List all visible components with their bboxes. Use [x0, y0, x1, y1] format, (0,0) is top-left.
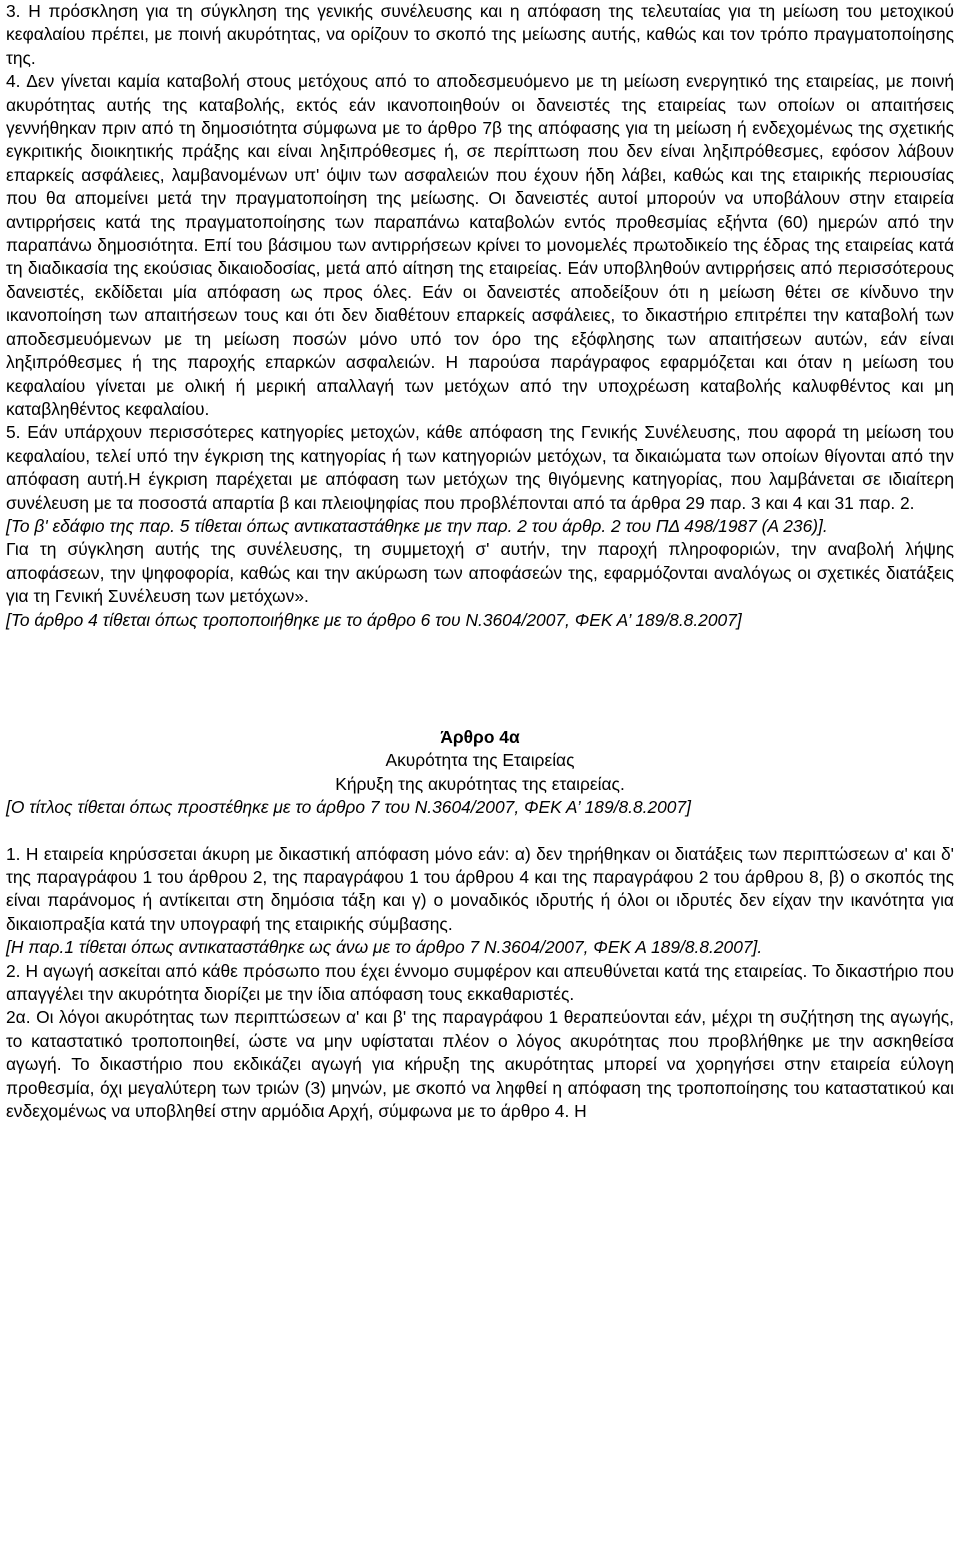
section-spacer-small — [6, 820, 954, 843]
paragraph-5: 5. Εάν υπάρχουν περισσότερες κατηγορίες μετοχών, κάθε απόφαση της Γενικής Συνέλευσης, που αφορά τη μείωση του κεφαλαίου, τελεί υπό την έγκριση της κατηγορίας ή των κατηγοριών μετόχων, τα δικαιώματα των οποίων θίγονται από την απόφαση αυτή.Η έγκριση παρέχεται με απόφαση των μετόχων της θιγόμενης κατηγορίας, που λαμβάνεται σε ιδιαίτερη συνέλευση με τα ποσοστά απαρτία β και πλειοψηφίας που προβλέπονται από τα άρθρα 29 παρ. 3 και 4 και 31 παρ. 2. — [6, 422, 954, 513]
document-page — [6, 0, 954, 1123]
amendment-note-par1: [Η παρ.1 τίθεται όπως αντικαταστάθηκε ως άνω με το άρθρο 7 Ν.3604/2007, ΦΕΚ Α 189/8.8.2007]. — [6, 937, 763, 958]
paragraph-4: 4. Δεν γίνεται καμία καταβολή στους μετόχους από το αποδεσμευόμενο με τη μείωση ενεργητικό της εταιρείας, με ποινή ακυρότητας αυτής της καταβολής, εκτός εάν ικανοποιηθούν οι δανειστές της εταιρείας των οποίων οι απαιτήσεις γεννήθηκαν πριν από τη δημοσιότητα σύμφωνα με το άρθρο 7β της απόφασης για τη μείωση ή ενδεχομένως της σχετικής εγκριτικής διοικητικής πράξης και είναι ληξιπρόθεσμες ή, σε περίπτωση που δεν είναι ληξιπρόθεσμες, εφόσον λάβουν επαρκείς ασφάλειες, λαμβανομένων υπ' όψιν των ασφαλειών που έχουν ήδη λάβει, καθώς και της εταιρικής περιουσίας που θα απομείνει μετά την πραγματοποίηση της μείωσης. Οι δανειστές αυτοί μπορούν να υποβάλουν στην εταιρεία αντιρρήσεις κατά της πραγματοποίησης των παραπάνω καταβολών εντός προθεσμίας εξήντα (60) ημερών από την παραπάνω δημοσιότητα. Επί του βάσιμου των αντιρρήσεων κρίνει το μονομελές πρωτοδικείο της έδρας της εταιρείας κατά τη διαδικασία της εκούσιας δικαιοδοσίας, μετά από αίτηση της εταιρείας. Εάν υποβληθούν αντιρρήσεις από περισσότερους δανειστές, εκδίδεται μία απόφαση ως προς όλες. Εάν οι δανειστές αποδείξουν ότι η μείωση θέτει σε κίνδυνο την ικανοποίηση των απαιτήσεων τους και ότι δεν διαθέτουν επαρκείς ασφάλειες, το δικαστήριο επιτρέπει την καταβολή των αποδεσμευόμενων με τη μείωση ποσών μόνο υπό τον όρο της εξόφλησης των απαιτήσεων αυτών, εάν είναι ληξιπρόθεσμες ή της παροχής επαρκών ασφαλειών. Η παρούσα παράγραφος εφαρμόζεται και όταν η μείωση του κεφαλαίου γίνεται με ολική ή μερική απαλλαγή των μετόχων από την υποχρέωση καταβολής καλυφθέντος και μη καταβληθέντος κεφαλαίου. — [6, 71, 954, 419]
paragraph-3: 3. Η πρόσκληση για τη σύγκληση της γενικής συνέλευσης και η απόφαση της τελευταίας για τη μείωση του μετοχικού κεφαλαίου πρέπει, με ποινή ακυρότητας, να ορίζουν το σκοπό της μείωσης αυτής, καθώς και τον τρόπο πραγματοποίησης της. — [6, 1, 954, 68]
article4a-paragraph-1: 1. Η εταιρεία κηρύσσεται άκυρη με δικαστική απόφαση μόνο εάν: α) δεν τηρήθηκαν οι διατάξεις των περιπτώσεων α' και δ' της παραγράφου 1 του άρθρου 2, της παραγράφου 1 του άρθρου 4 και της παραγράφου 2 του άρθρου 8, β) ο σκοπός της είναι παράνομος ή αντίκειται στη δημόσια τάξη και γ) ο μοναδικός ιδρυτής ή όλοι οι ιδρυτές δεν είχαν την ικανότητα για δικαιοπραξία κατά την υπογραφή της εταιρικής σύμβασης. — [6, 843, 954, 934]
paragraph-general-assembly: Για τη σύγκληση αυτής της συνέλευσης, τη συμμετοχή σ' αυτήν, την παροχή πληροφοριών, την αναβολή λήψης αποφάσεων, την ψηφοφορία, καθώς και την ακύρωση των αποφάσεών της, εφαρμόζονται αναλόγως οι σχετικές διατάξεις για τη Γενική Συνέλευση των μετόχων». — [6, 539, 954, 607]
section-spacer — [6, 632, 954, 726]
article4a-paragraph-2a: 2α. Οι λόγοι ακυρότητας των περιπτώσεων α' και β' της παραγράφου 1 θεραπεύονται εάν, μέχρι τη συζήτηση της αγωγής, το καταστατικό τροποποιηθεί, ώστε να μην υφίσταται πλέον ο λόγος ακυρότητας που προβλήθηκε με την ασκηθείσα αγωγή. Το δικαστήριο που εκδικάζει αγωγή για κήρυξη της ακυρότητας μπορεί να χορηγήσει στην εταιρεία εύλογη προθεσμία, όχι μεγαλύτερη των τριών (3) μηνών, με σκοπό να ληφθεί η απόφαση της τροποποίησης του καταστατικού και ενδεχομένως να υποβληθεί στην αρμόδια Αρχή, σύμφωνα με το άρθρο 4. Η — [6, 1007, 954, 1122]
amendment-note-article4: [Το άρθρο 4 τίθεται όπως τροποποιήθηκε με το άρθρο 6 του Ν.3604/2007, ΦΕΚ Α’ 189/8.8.2007] — [6, 609, 742, 630]
article-title: Άρθρο 4α — [440, 726, 520, 747]
amendment-note-par5: [Το β' εδάφιο της παρ. 5 τίθεται όπως αντικαταστάθηκε με την παρ. 2 του άρθρ. 2 του ΠΔ 498/1987 (Α 236)]. — [6, 515, 828, 536]
article4a-paragraph-2: 2. Η αγωγή ασκείται από κάθε πρόσωπο που έχει έννομο συμφέρον και απευθύνεται κατά της εταιρείας. Το δικαστήριο που απαγγέλει την ακυρότητα διορίζει με την ίδια απόφαση τους εκκαθαριστές. — [6, 960, 954, 1005]
article-subtitle-declaration: Κήρυξη της ακυρότητας της εταιρείας. — [335, 773, 625, 794]
article-subtitle-nullity: Ακυρότητα της Εταιρείας — [385, 750, 575, 771]
amendment-note-title: [Ο τίτλος τίθεται όπως προστέθηκε με το άρθρο 7 του Ν.3604/2007, ΦΕΚ Α’ 189/8.8.2007] — [6, 797, 691, 818]
